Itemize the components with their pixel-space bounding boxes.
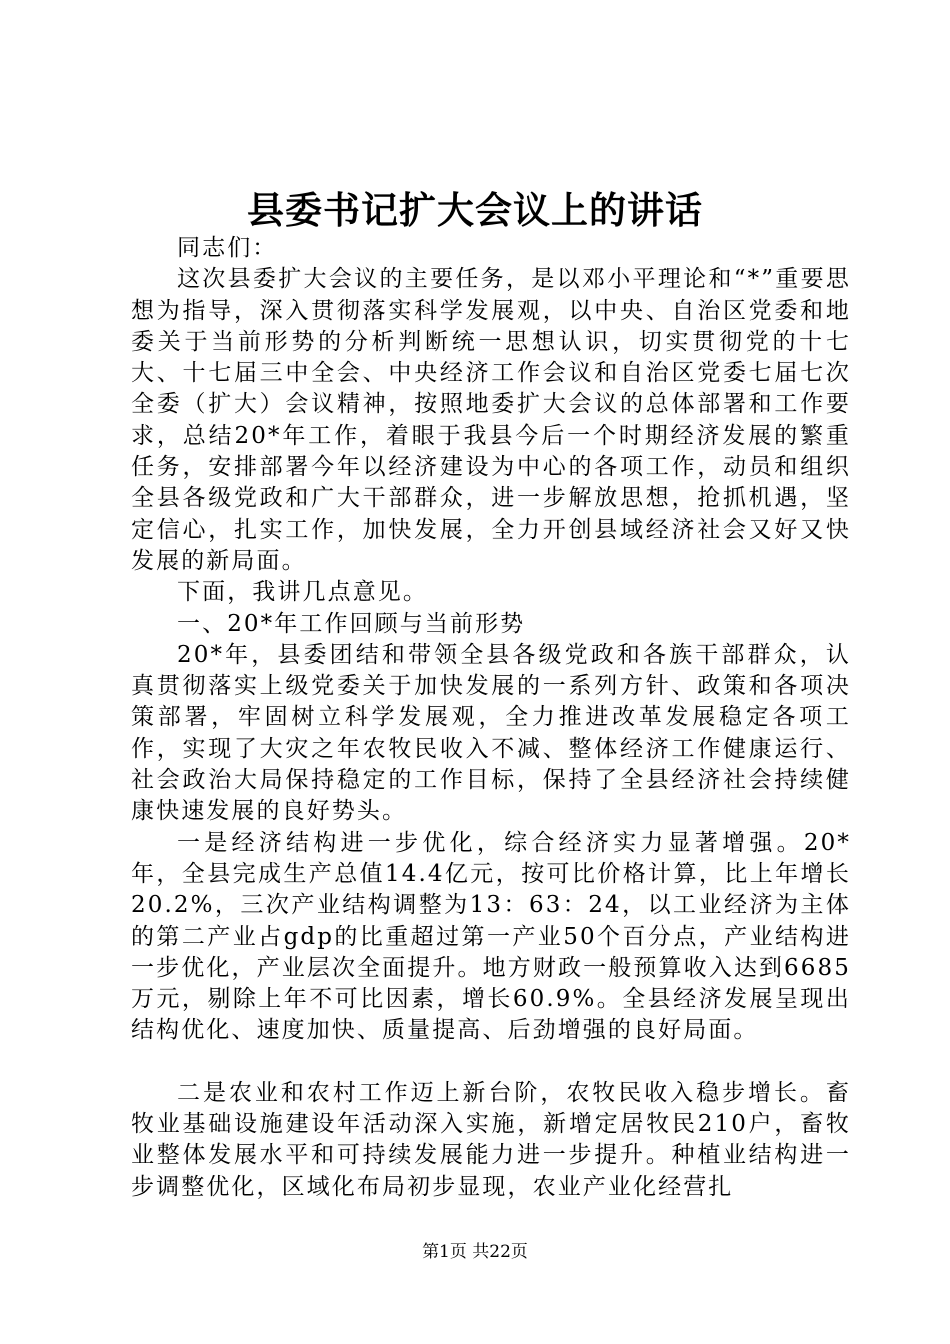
paragraph-review: 20*年，县委团结和带领全县各级党政和各族干部群众，认真贯彻落实上级党委关于加快发展的一系列方针、政策和各项决策部署，牢固树立科学发展观，全力推进改革发展稳定各项工作，实现了大灾之年农牧民收入不减、整体经济工作健康运行、社会政治大局保持稳定的工作目标，保持了全县经济社会持续健康快速发展的良好势头。 <box>131 641 851 825</box>
paragraph-transition: 下面，我讲几点意见。 <box>177 579 428 606</box>
paragraph-economy: 一是经济结构进一步优化，综合经济实力显著增强。20*年，全县完成生产总值14.4亿元，按可比价格计算，比上年增长20.2%，三次产业结构调整为13：63：24，以工业经济为主体的第二产业占gdp的比重超过第一产业50个百分点，产业结构进一步优化，产业层次全面提升。地方财政一般预算收入达到6685万元，剔除上年不可比因素，增长60.9%。全县经济发展呈现出结构优化、速度加快、质量提高、后劲增强的良好局面。 <box>131 829 851 1044</box>
page-number: 第1页 共22页 <box>422 1242 528 1262</box>
salutation: 同志们： <box>177 235 278 261</box>
section-heading-1: 一、20*年工作回顾与当前形势 <box>177 610 526 637</box>
paragraph-agriculture: 二是农业和农村工作迈上新台阶，农牧民收入稳步增长。畜牧业基础设施建设年活动深入实施，新增定居牧民210户，畜牧业整体发展水平和可持续发展能力进一步提升。种植业结构进一步调整优化，区域化布局初步显现，农业产业化经营扎 <box>131 1079 851 1200</box>
document-title: 县委书记扩大会议上的讲话 <box>247 188 703 232</box>
document-body <box>131 233 851 1203</box>
paragraph-intro: 这次县委扩大会议的主要任务，是以邓小平理论和“*”重要思想为指导，深入贯彻落实科学发展观，以中央、自治区党委和地委关于当前形势的分析判断统一思想认识，切实贯彻党的十七大、十七届三中全会、中央经济工作会议和自治区党委七届七次全委（扩大）会议精神，按照地委扩大会议的总体部署和工作要求，总结20*年工作，着眼于我县今后一个时期经济发展的繁重任务，安排部署今年以经济建设为中心的各项工作，动员和组织全县各级党政和广大干部群众，进一步解放思想，抢抓机遇，坚定信心，扎实工作，加快发展，全力开创县域经济社会又好又快发展的新局面。 <box>131 266 851 574</box>
